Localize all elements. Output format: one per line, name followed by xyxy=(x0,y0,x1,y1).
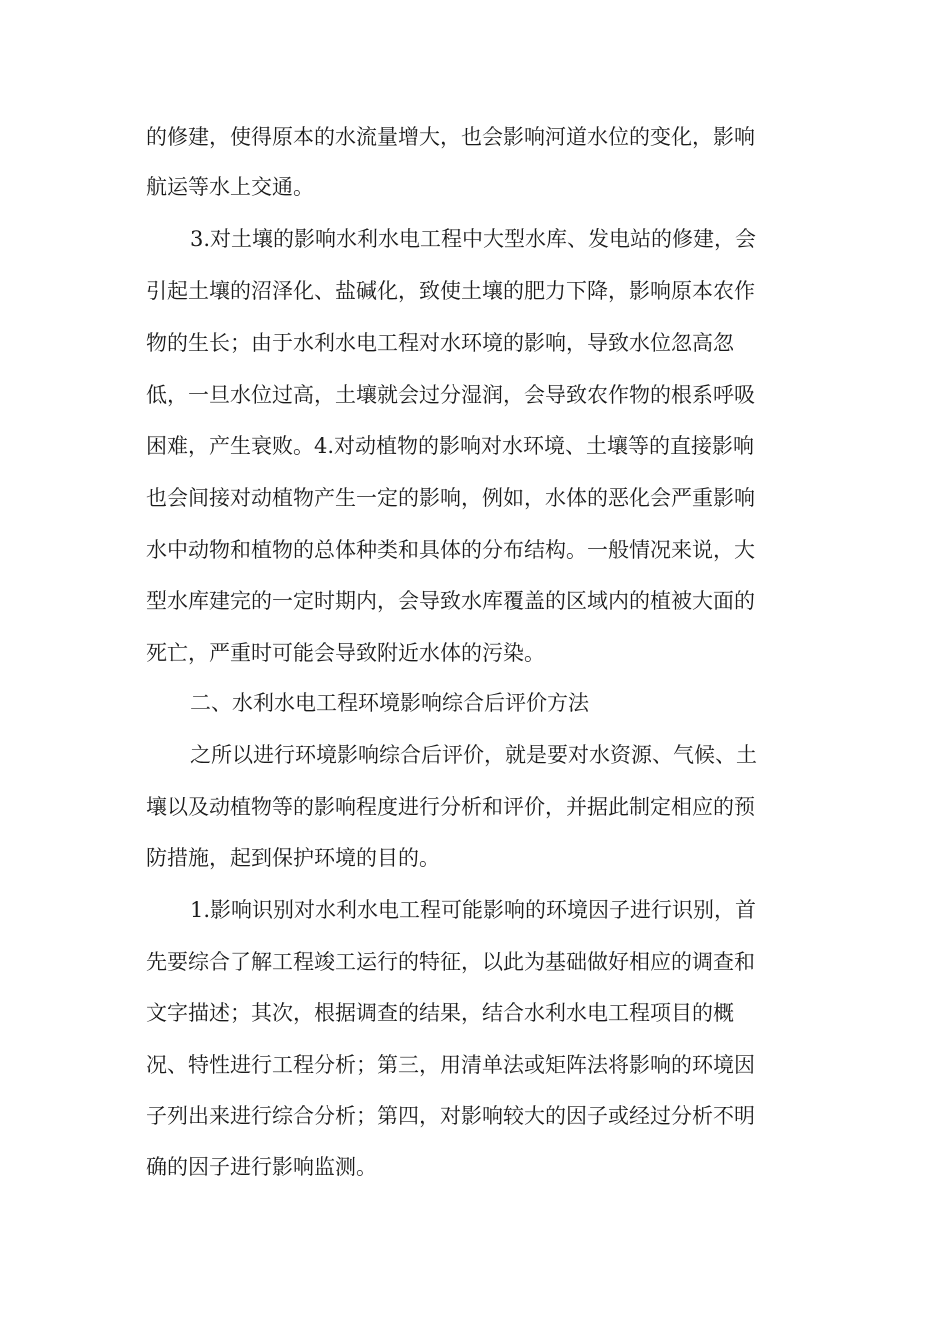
text-line: 确的因子进行影响监测。 xyxy=(146,1155,377,1179)
text-line: 1.影响识别对水利水电工程可能影响的环境因子进行识别，首 xyxy=(190,898,757,922)
text-line: 死亡，严重时可能会导致附近水体的污染。 xyxy=(146,641,545,665)
text-line: 文字描述；其次，根据调查的结果，结合水利水电工程项目的概 xyxy=(146,1001,734,1025)
text-line: 先要综合了解工程竣工运行的特征，以此为基础做好相应的调查和 xyxy=(146,950,755,974)
text-line: 的修建，使得原本的水流量增大，也会影响河道水位的变化，影响 xyxy=(146,125,755,149)
text-line: 困难，产生衰败。4.对动植物的影响对水环境、土壤等的直接影响 xyxy=(146,434,755,458)
text-line: 子列出来进行综合分析；第四，对影响较大的因子或经过分析不明 xyxy=(146,1104,755,1128)
text-line: 引起土壤的沼泽化、盐碱化，致使土壤的肥力下降，影响原本农作 xyxy=(146,279,755,303)
text-line: 壤以及动植物等的影响程度进行分析和评价，并据此制定相应的预 xyxy=(146,795,755,819)
section-heading: 二、水利水电工程环境影响综合后评价方法 xyxy=(190,691,589,715)
text-line: 水中动物和植物的总体种类和具体的分布结构。一般情况来说，大 xyxy=(146,538,755,562)
text-line: 之所以进行环境影响综合后评价，就是要对水资源、气候、土 xyxy=(190,743,757,767)
text-line: 航运等水上交通。 xyxy=(146,175,314,199)
text-line: 低，一旦水位过高，土壤就会过分湿润，会导致农作物的根系呼吸 xyxy=(146,383,755,407)
text-line: 防措施，起到保护环境的目的。 xyxy=(146,846,440,870)
text-line: 型水库建完的一定时期内，会导致水库覆盖的区域内的植被大面的 xyxy=(146,589,755,613)
text-line: 也会间接对动植物产生一定的影响，例如，水体的恶化会严重影响 xyxy=(146,486,755,510)
text-line: 物的生长；由于水利水电工程对水环境的影响，导致水位忽高忽 xyxy=(146,331,734,355)
text-line: 3.对土壤的影响水利水电工程中大型水库、发电站的修建，会 xyxy=(190,227,757,251)
text-line: 况、特性进行工程分析；第三，用清单法或矩阵法将影响的环境因 xyxy=(146,1053,755,1077)
